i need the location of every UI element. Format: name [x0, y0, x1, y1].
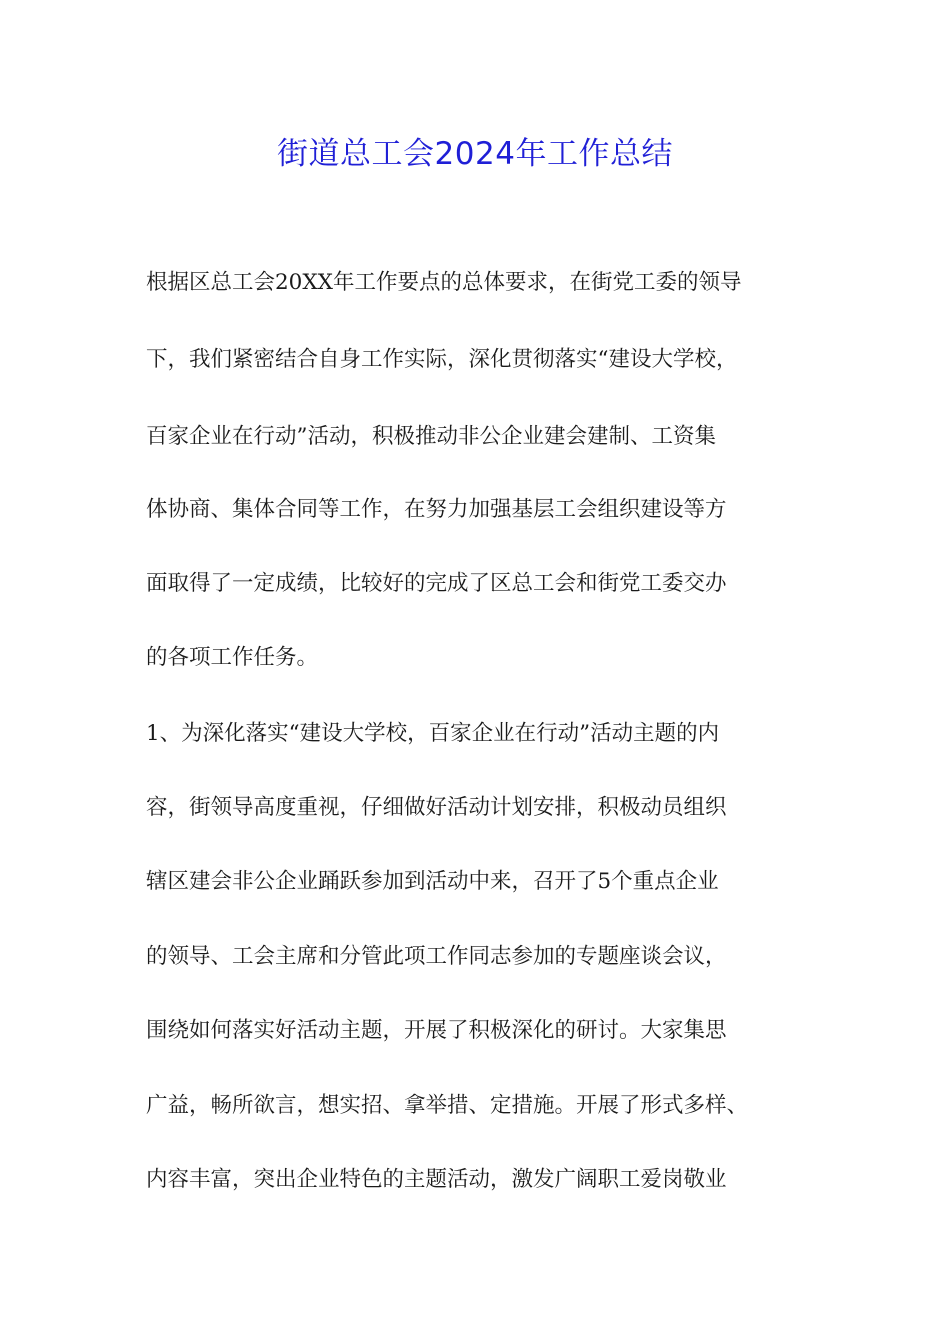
paragraph-line: 体协商、集体合同等工作，在努力加强基层工会组织建设等方	[146, 497, 727, 522]
paragraph-line: 容，街领导高度重视，仔细做好活动计划安排，积极动员组织	[146, 795, 727, 820]
paragraph-line: 百家企业在行动”活动，积极推动非公企业建会建制、工资集	[146, 424, 716, 449]
paragraph-line: 内容丰富，突出企业特色的主题活动，激发广阔职工爱岗敬业	[146, 1167, 727, 1192]
paragraph-line: 面取得了一定成绩，比较好的完成了区总工会和街党工委交办	[146, 571, 727, 596]
paragraph-line: 的领导、工会主席和分管此项工作同志参加的专题座谈会议，	[146, 944, 727, 969]
document-title: 街道总工会2024年工作总结	[277, 136, 673, 172]
paragraph-line: 辖区建会非公企业踊跃参加到活动中来，召开了5个重点企业	[146, 869, 719, 894]
paragraph-line: 广益，畅所欲言，想实招、拿举措、定措施。开展了形式多样、	[146, 1093, 749, 1118]
paragraph-line: 根据区总工会20XX年工作要点的总体要求，在街党工委的领导	[146, 270, 742, 295]
paragraph-line: 1、为深化落实“建设大学校，百家企业在行动”活动主题的内	[146, 721, 720, 746]
paragraph-line: 的各项工作任务。	[146, 645, 319, 670]
paragraph-line: 下，我们紧密结合自身工作实际，深化贯彻落实“建设大学校，	[146, 347, 738, 372]
paragraph-line: 围绕如何落实好活动主题，开展了积极深化的研讨。大家集思	[146, 1018, 727, 1043]
